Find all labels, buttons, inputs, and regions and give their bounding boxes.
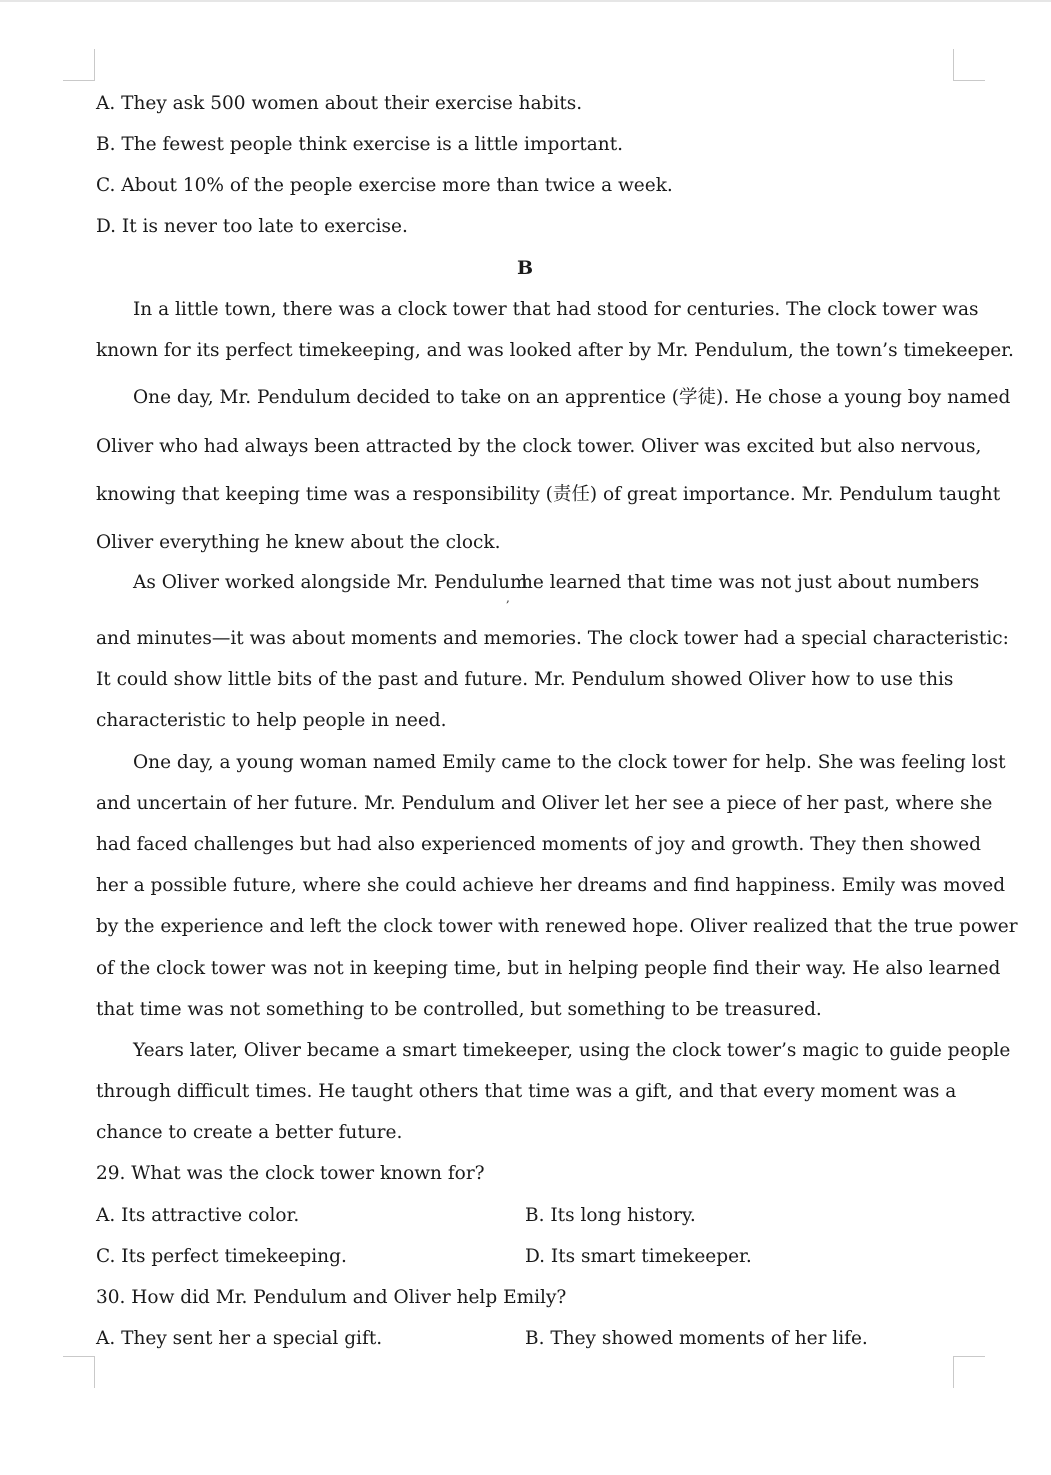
passage-p2-line-2: Oliver who had always been attracted by the clock tower. Oliver was excited but also nervous, [96, 436, 982, 457]
passage-p3-line-1a: As Oliver worked alongside Mr. Pendulum [133, 572, 528, 593]
passage-p3-comma: , [506, 591, 510, 605]
prev-option-b: B. The fewest people think exercise is a little important. [96, 134, 624, 155]
prev-option-a: A. They ask 500 women about their exercise habits. [96, 93, 583, 114]
passage-p5-line-1: Years later, Oliver became a smart timekeeper, using the clock tower’s magic to guide people [133, 1040, 1011, 1061]
question-29-option-d: D. Its smart timekeeper. [525, 1246, 752, 1267]
question-29-stem: 29. What was the clock tower known for? [96, 1163, 485, 1184]
prev-option-c: C. About 10% of the people exercise more than twice a week. [96, 175, 673, 196]
passage-p4-line-2: and uncertain of her future. Mr. Pendulum and Oliver let her see a piece of her past, where she [96, 793, 993, 814]
question-29-option-c: C. Its perfect timekeeping. [96, 1246, 347, 1267]
passage-p4-line-5: by the experience and left the clock tower with renewed hope. Oliver realized that the true power [96, 916, 1018, 937]
passage-p1-line-2: known for its perfect timekeeping, and was looked after by Mr. Pendulum, the town’s timekeeper. [96, 340, 1014, 361]
crop-mark-top-right [953, 49, 985, 81]
passage-p3-line-2: and minutes—it was about moments and memories. The clock tower had a special characteristic: [96, 628, 1009, 649]
passage-p4-line-3: had faced challenges but had also experienced moments of joy and growth. They then showed [96, 834, 981, 855]
passage-p3-line-1b: he learned that time was not just about numbers [521, 572, 980, 593]
passage-p5-line-3: chance to create a better future. [96, 1122, 403, 1143]
page-top-edge [0, 0, 1051, 2]
passage-p2-line-4: Oliver everything he knew about the clock. [96, 532, 501, 553]
passage-p3-line-4: characteristic to help people in need. [96, 710, 447, 731]
crop-mark-top-left [63, 49, 95, 81]
question-30-stem: 30. How did Mr. Pendulum and Oliver help Emily? [96, 1287, 567, 1308]
passage-p2-line-3: knowing that keeping time was a responsibility (责任) of great importance. Mr. Pendulum taught [96, 484, 1001, 505]
crop-mark-bottom-left [63, 1356, 95, 1388]
passage-p1-line-1: In a little town, there was a clock tower that had stood for centuries. The clock tower was [133, 299, 979, 320]
section-heading: B [516, 257, 534, 279]
passage-p5-line-2: through difficult times. He taught others that time was a gift, and that every moment was a [96, 1081, 957, 1102]
question-29-option-b: B. Its long history. [525, 1205, 696, 1226]
passage-p4-line-4: her a possible future, where she could achieve her dreams and find happiness. Emily was moved [96, 875, 1006, 896]
question-29-option-a: A. Its attractive color. [96, 1205, 300, 1226]
passage-p4-line-6: of the clock tower was not in keeping time, but in helping people find their way. He also learned [96, 958, 1001, 979]
prev-option-d: D. It is never too late to exercise. [96, 216, 408, 237]
passage-p4-line-7: that time was not something to be controlled, but something to be treasured. [96, 999, 822, 1020]
passage-p3-line-3: It could show little bits of the past and future. Mr. Pendulum showed Oliver how to use this [96, 669, 954, 690]
question-30-option-a: A. They sent her a special gift. [96, 1328, 383, 1349]
passage-p2-line-1: One day, Mr. Pendulum decided to take on an apprentice (学徒). He chose a young boy named [133, 387, 1011, 408]
crop-mark-bottom-right [953, 1356, 985, 1388]
passage-p4-line-1: One day, a young woman named Emily came to the clock tower for help. She was feeling lost [133, 752, 1006, 773]
question-30-option-b: B. They showed moments of her life. [525, 1328, 868, 1349]
